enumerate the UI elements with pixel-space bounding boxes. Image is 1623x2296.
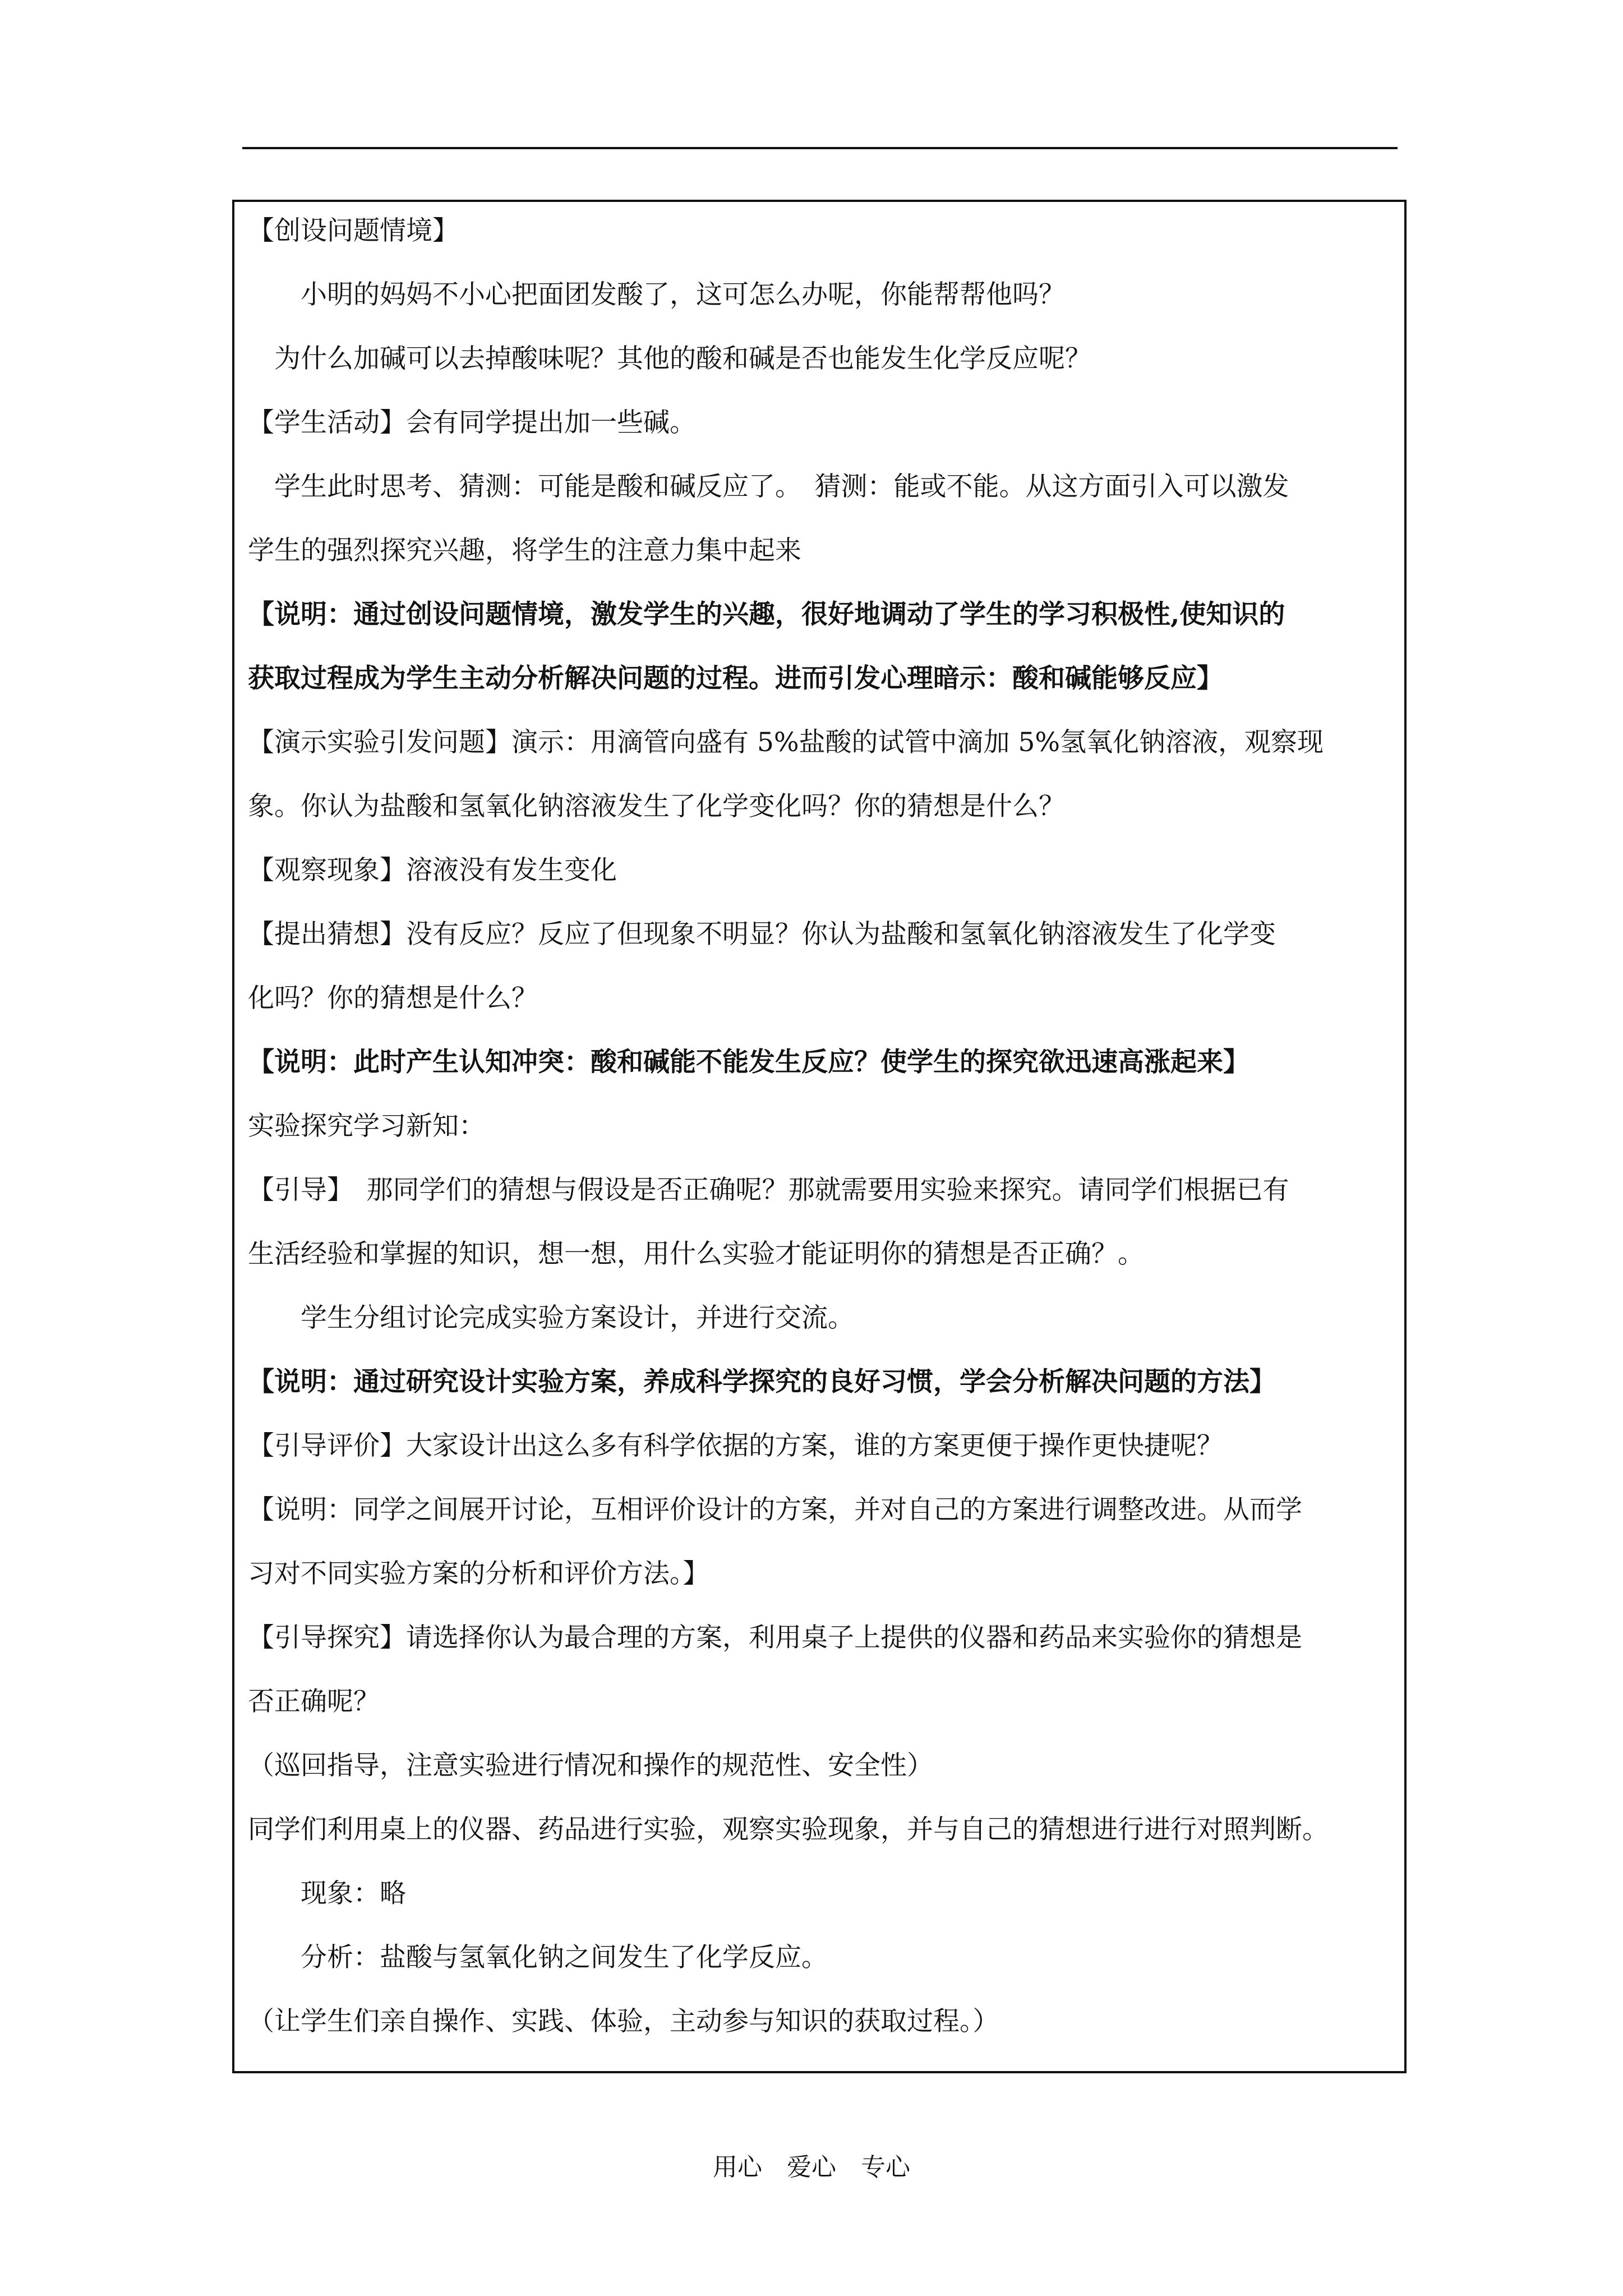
paragraph-line: 象。你认为盐酸和氢氧化钠溶液发生了化学变化吗？你的猜想是什么？ [248,791,1065,822]
note-bold: 【说明：通过创设问题情境，激发学生的兴趣，很好地调动了学生的学习积极性,使知识的 [248,599,1285,630]
paragraph-line: （巡回指导，注意实验进行情况和操作的规范性、安全性） [248,1750,933,1781]
paragraph-line: 生活经验和掌握的知识，想一想，用什么实验才能证明你的猜想是否正确？。 [248,1239,1144,1269]
page-footer: 用心 爱心 专心 [713,2153,910,2182]
paragraph-line: 化吗？你的猜想是什么？ [248,983,538,1014]
section-heading-demo-experiment: 【演示实验引发问题】演示：用滴管向盛有 5%盐酸的试管中滴加 5%氢氧化钠溶液，观察现 [248,727,1324,758]
section-heading-student-activity: 【学生活动】会有同学提出加一些碱。 [248,407,696,438]
paragraph-line: （让学生们亲自操作、实践、体验，主动参与知识的获取过程。） [248,2006,999,2037]
section-heading-observation: 【观察现象】溶液没有发生变化 [248,855,617,886]
note-bold: 【说明：通过研究设计实验方案，养成科学探究的良好习惯，学会分析解决问题的方法】 [248,1366,1276,1397]
note-line: 【说明：同学之间展开讨论，互相评价设计的方案，并对自己的方案进行调整改进。从而学 [248,1494,1302,1525]
paragraph-line: 分析：盐酸与氢氧化钠之间发生了化学反应。 [248,1942,828,1973]
paragraph-line: 现象：略 [248,1878,406,1909]
paragraph-line: 否正确呢？ [248,1686,380,1717]
paragraph-line: 同学们利用桌上的仪器、药品进行实验，观察实验现象，并与自己的猜想进行进行对照判断。 [248,1814,1329,1845]
paragraph-line: 实验探究学习新知： [248,1111,485,1142]
header-rule [242,147,1398,149]
note-bold: 获取过程成为学生主动分析解决问题的过程。进而引发心理暗示：酸和碱能够反应】 [248,663,1223,694]
section-heading-guidance: 【引导】 那同学们的猜想与假设是否正确呢？那就需要用实验来探究。请同学们根据已有 [248,1175,1289,1205]
section-heading-problem-scenario: 【创设问题情境】 [248,215,459,246]
section-heading-guided-evaluation: 【引导评价】大家设计出这么多有科学依据的方案，谁的方案更便于操作更快捷呢？ [248,1430,1223,1461]
section-heading-guided-inquiry: 【引导探究】请选择你认为最合理的方案，利用桌子上提供的仪器和药品来实验你的猜想是 [248,1622,1302,1653]
paragraph-line: 小明的妈妈不小心把面团发酸了，这可怎么办呢，你能帮帮他吗？ [248,279,1065,310]
note-bold: 【说明：此时产生认知冲突：酸和碱能不能发生反应？使学生的探究欲迅速高涨起来】 [248,1047,1249,1078]
paragraph-line: 学生的强烈探究兴趣，将学生的注意力集中起来 [248,535,801,566]
note-line: 习对不同实验方案的分析和评价方法。】 [248,1558,709,1589]
section-heading-hypothesis: 【提出猜想】没有反应？反应了但现象不明显？你认为盐酸和氢氧化钠溶液发生了化学变 [248,919,1276,950]
paragraph-line: 为什么加碱可以去掉酸味呢？其他的酸和碱是否也能发生化学反应呢？ [248,343,1091,374]
paragraph-line: 学生分组讨论完成实验方案设计，并进行交流。 [248,1303,854,1333]
paragraph-line: 学生此时思考、猜测：可能是酸和碱反应了。 猜测：能或不能。从这方面引入可以激发 [248,471,1289,502]
